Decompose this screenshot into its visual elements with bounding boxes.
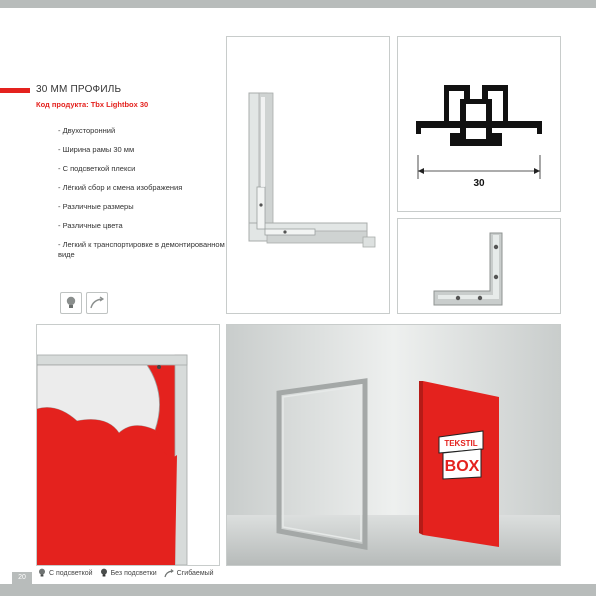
- dimension-label: 30: [473, 178, 485, 189]
- lightbulb-icon: [60, 292, 82, 314]
- product-title: 30 ММ ПРОФИЛЬ: [36, 84, 122, 95]
- unlit-bulb-icon: [100, 568, 108, 578]
- profile-section-diagram: [397, 36, 561, 212]
- product-code: Код продукта: Tbx Lightbox 30: [36, 100, 149, 109]
- flexible-icon: [86, 292, 108, 314]
- legend-unlit: Без подсветки: [110, 569, 157, 577]
- top-bar: [0, 0, 596, 8]
- feature-item: - Лёгкий сбор и смена изображения: [58, 183, 183, 192]
- legend-backlit: С подсветкой: [49, 569, 93, 577]
- footer-legend: [38, 568, 214, 578]
- room-display-photo: [226, 324, 561, 566]
- feature-item: - Легкий к транспортировке в демонтированном виде: [58, 240, 225, 259]
- feature-item: - Двухсторонний: [58, 126, 116, 135]
- feature-item: - Различные цвета: [58, 221, 123, 230]
- title-accent-bar: [0, 88, 30, 93]
- feature-list: [58, 126, 228, 269]
- corner-connector-photo: [397, 218, 561, 314]
- profile-corner-photo: [226, 36, 390, 314]
- brand-logo-line1: TEKSTIL: [444, 439, 478, 448]
- flexible-legend-icon: [164, 569, 174, 578]
- backlit-bulb-icon: [38, 568, 46, 578]
- feature-item: - С подсветкой плекси: [58, 164, 136, 173]
- page-number: 20: [12, 572, 32, 584]
- feature-icons: [60, 292, 108, 314]
- legend-flexible: Сгибаемый: [176, 569, 214, 577]
- feature-item: - Различные размеры: [58, 202, 134, 211]
- feature-item: - Ширина рамы 30 мм: [58, 145, 135, 154]
- bottom-bar: [0, 584, 596, 596]
- brand-logo-line2: BOX: [444, 458, 480, 475]
- lightbox-corner-photo: [36, 324, 220, 566]
